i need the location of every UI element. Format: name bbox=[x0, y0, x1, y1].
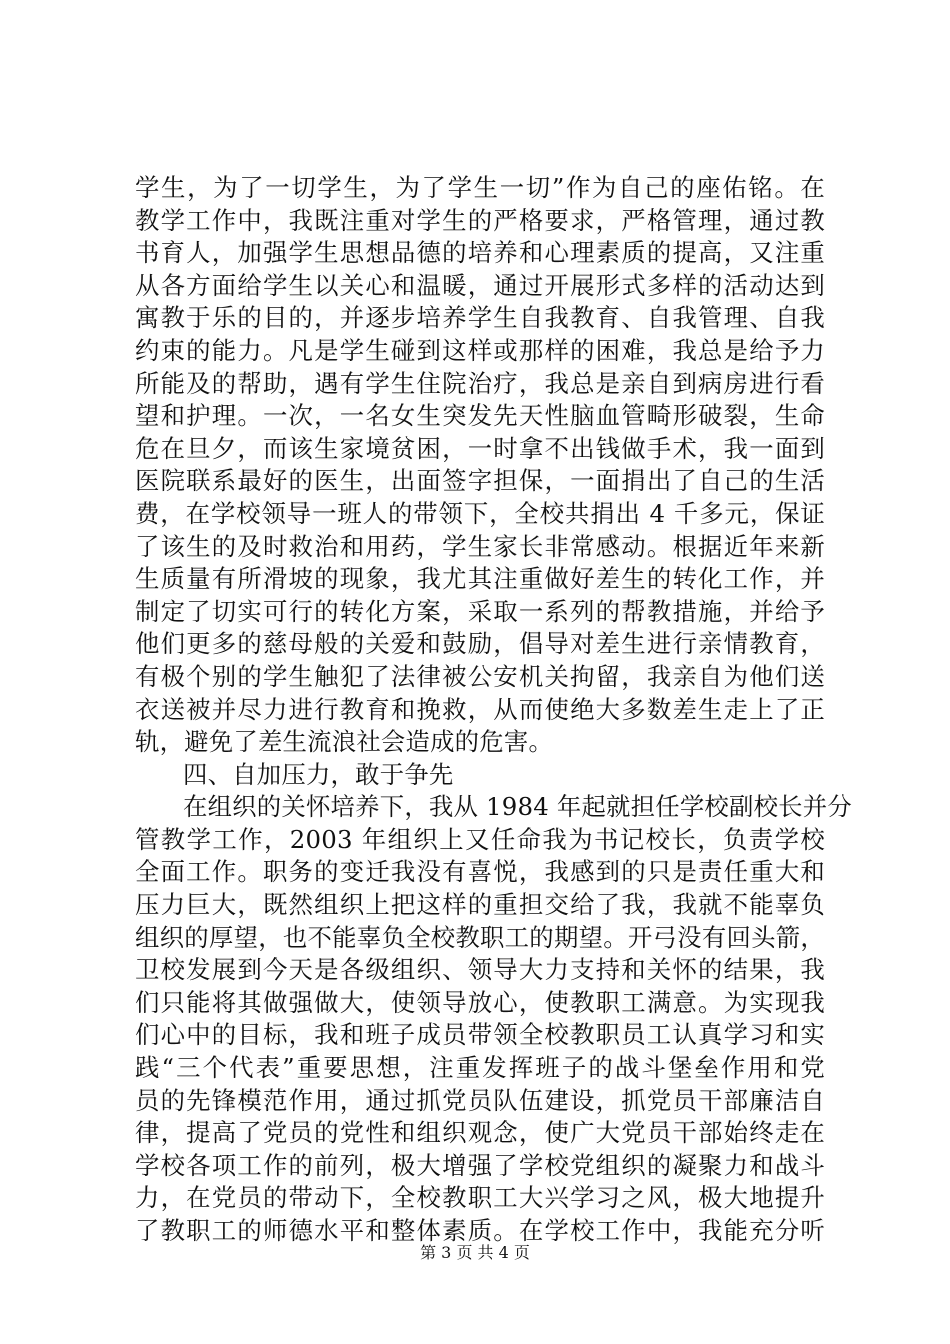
section-heading: 四、自加压力，敢于争先 bbox=[183, 759, 454, 789]
text-line: 们心中的目标，我和班子成员带领全校教职员工认真学习和实 bbox=[135, 1020, 825, 1050]
text-line: 力，在党员的带动下，全校教职工大兴学习之风，极大地提升 bbox=[135, 1183, 825, 1213]
text-line: 轨，避免了差生流浪社会造成的危害。 bbox=[135, 727, 554, 757]
text-line: 费，在学校领导一班人的带领下，全校共捐出 4 千多元，保证 bbox=[135, 498, 825, 528]
paragraph-first-line: 在组织的关怀培养下，我从 1984 年起就担任学校副校长并分 bbox=[183, 792, 852, 822]
text-line: 员的先锋模范作用，通过抓党员队伍建设，抓党员干部廉洁自 bbox=[135, 1085, 825, 1115]
text-line: 望和护理。一次，一名女生突发先天性脑血管畸形破裂，生命 bbox=[135, 401, 825, 431]
text-line: 管教学工作，2003 年组织上又任命我为书记校长，负责学校 bbox=[135, 824, 825, 854]
body-text bbox=[135, 172, 852, 1248]
text-line: 从各方面给学生以关心和温暖，通过开展形式多样的活动达到 bbox=[135, 270, 825, 300]
text-line: 教学工作中，我既注重对学生的严格要求，严格管理，通过教 bbox=[135, 205, 825, 235]
text-line: 学校各项工作的前列，极大增强了学校党组织的凝聚力和战斗 bbox=[135, 1150, 825, 1180]
text-line: 们只能将其做强做大，使领导放心，使教职工满意。为实现我 bbox=[135, 987, 825, 1017]
text-line: 危在旦夕，而该生家境贫困，一时拿不出钱做手术，我一面到 bbox=[135, 433, 825, 463]
text-line: 约束的能力。凡是学生碰到这样或那样的困难，我总是给予力 bbox=[135, 335, 825, 365]
text-line: 压力巨大，既然组织上把这样的重担交给了我，我就不能辜负 bbox=[135, 890, 825, 920]
text-line: 医院联系最好的医生，出面签字担保，一面捐出了自己的生活 bbox=[135, 466, 825, 496]
text-line: 所能及的帮助，遇有学生住院治疗，我总是亲自到病房进行看 bbox=[135, 368, 825, 398]
text-line: 书育人，加强学生思想品德的培养和心理素质的提高，又注重 bbox=[135, 238, 825, 268]
text-line: 生质量有所滑坡的现象，我尤其注重做好差生的转化工作，并 bbox=[135, 564, 825, 594]
text-line: 卫校发展到今天是各级组织、领导大力支持和关怀的结果，我 bbox=[135, 955, 825, 985]
text-line: 了该生的及时救治和用药，学生家长非常感动。根据近年来新 bbox=[135, 531, 825, 561]
text-line: 组织的厚望，也不能辜负全校教职工的期望。开弓没有回头箭， bbox=[135, 922, 825, 952]
text-line: 全面工作。职务的变迁我没有喜悦，我感到的只是责任重大和 bbox=[135, 857, 825, 887]
text-line: 学生，为了一切学生，为了学生一切”作为自己的座佑铭。在 bbox=[135, 173, 825, 202]
text-line: 衣送被并尽力进行教育和挽救，从而使绝大多数差生走上了正 bbox=[135, 694, 825, 724]
text-line: 制定了切实可行的转化方案，采取一系列的帮教措施，并给予 bbox=[135, 596, 825, 626]
text-line: 律，提高了党员的党性和组织观念，使广大党员干部始终走在 bbox=[135, 1118, 825, 1148]
page-number-footer: 第 3 页 共 4 页 bbox=[420, 1243, 530, 1262]
text-line: 有极个别的学生触犯了法律被公安机关拘留，我亲自为他们送 bbox=[135, 661, 825, 691]
text-line: 了教职工的师德水平和整体素质。在学校工作中，我能充分听 bbox=[135, 1216, 825, 1245]
text-line: 寓教于乐的目的，并逐步培养学生自我教育、自我管理、自我 bbox=[135, 303, 825, 333]
text-line: 践“三个代表”重要思想，注重发挥班子的战斗堡垒作用和党 bbox=[135, 1053, 825, 1083]
text-line: 他们更多的慈母般的关爱和鼓励，倡导对差生进行亲情教育， bbox=[135, 629, 825, 659]
